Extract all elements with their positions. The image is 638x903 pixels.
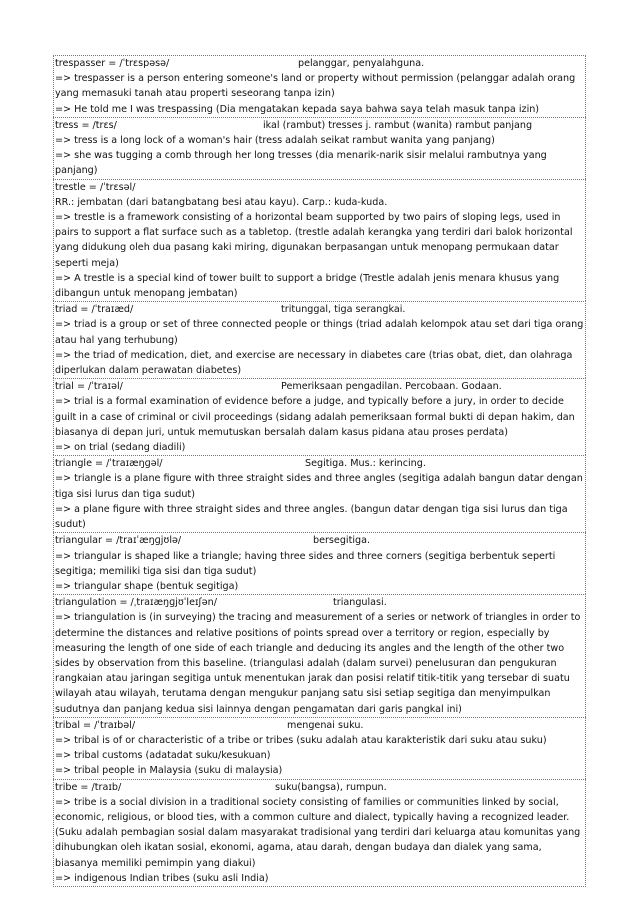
entry-meaning: pelanggar, penyalahguna. xyxy=(298,58,425,69)
entry-example: => she was tugging a comb through her long tresses (dia menarik-narik sisir melalui rambutnya yang panjang) xyxy=(55,150,547,177)
dictionary-entry xyxy=(53,117,586,179)
entry-headline xyxy=(55,718,584,733)
dictionary-entry xyxy=(53,532,586,594)
dictionary-entry xyxy=(53,301,586,378)
entry-meaning: Segitiga. Mus.: kerincing. xyxy=(305,458,426,470)
entry-headline xyxy=(55,302,584,317)
entry-example: => triad is a group or set of three connected people or things (triad adalah kelompok atau set dari tiga orang atau hal yang terhubung) xyxy=(55,319,584,346)
entry-word: tress = /trɛs/ xyxy=(55,119,117,131)
entry-meaning: Pemeriksaan pengadilan. Percobaan. Godaan. xyxy=(281,381,502,393)
entry-word: trial = /ˈtraɪəl/ xyxy=(55,381,123,393)
entry-meaning: bersegitiga. xyxy=(313,535,371,547)
entry-example: => tribal is of or characteristic of a tribe or tribes (suku adalah atau karakteristik dari suku atau suku) xyxy=(55,734,547,746)
entry-example: => tribal people in Malaysia (suku di malaysia) xyxy=(55,765,283,777)
entry-word: tribal = /ˈtraɪbəl/ xyxy=(55,719,136,731)
entry-example: => trial is a formal examination of evidence before a judge, and typically before a jury, in order to decide guilt in a case of criminal or civil proceedings (sidang adalah pemeriksaan formal bukti di depan hakim, dan biasanya di depan juri, untuk memutuskan bersalah dalam kasus pidana atau proses perdata) xyxy=(55,396,575,438)
entry-headline xyxy=(55,533,584,548)
entry-example: => the triad of medication, diet, and exercise are necessary in diabetes care (trias obat, diet, dan olahraga diperlukan dalam perawatan diabetes) xyxy=(55,349,573,377)
entry-headline xyxy=(55,780,584,795)
dictionary-entry xyxy=(53,594,586,717)
entry-meaning: RR.: jembatan (dari batangbatang besi atau kayu). Carp.: kuda-kuda. xyxy=(55,196,388,208)
entry-word: triad = /ˈtraɪæd/ xyxy=(55,304,134,316)
entry-example: => trespasser is a person entering someone's land or property without permission (pelanggar adalah orang yang memasuki tanah atau properti seseorang tanpa izin) xyxy=(55,73,576,100)
entry-meaning: mengenai suku. xyxy=(287,719,364,731)
dictionary-entry xyxy=(53,455,586,532)
entry-word: triangulation = /ˌtraɪæŋɡjʊˈleɪʃən/ xyxy=(55,597,217,609)
entry-example: => a plane figure with three straight sides and three angles. (bangun datar dengan tiga sisi lurus dan tiga sudut) xyxy=(55,503,568,531)
entry-headline xyxy=(55,456,584,471)
entry-word: tribe = /traɪb/ xyxy=(55,781,122,793)
entry-word: triangular = /traɪˈæŋɡjʊlə/ xyxy=(55,535,182,547)
entry-headline xyxy=(55,595,584,610)
dictionary-entry xyxy=(53,779,586,887)
entry-headline xyxy=(55,379,584,394)
entry-meaning: triangulasi. xyxy=(333,597,387,609)
entry-example: => triangle is a plane figure with three straight sides and three angles (segitiga adalah bangun datar dengan tiga sisi lurus dan tiga sudut) xyxy=(55,473,583,500)
entry-headline xyxy=(55,118,584,133)
entry-example: => on trial (sedang diadili) xyxy=(55,442,186,454)
entry-example: => trestle is a framework consisting of a horizontal beam supported by two pairs of sloping legs, used in pairs to support a flat surface such as a tabletop. (trestle adalah kerangka yang terdiri dari balok horizontal yang didukung oleh dua pasang kaki miring, digunakan berpasangan untuk menopang permukaan datar seperti meja) xyxy=(55,212,573,269)
entry-headline xyxy=(55,56,584,71)
entry-headline xyxy=(55,180,584,210)
entry-example: => indigenous Indian tribes (suku asli India) xyxy=(55,872,269,884)
entry-word: trespasser = /ˈtrɛspəsə/ xyxy=(55,58,170,69)
entry-meaning: suku(bangsa), rumpun. xyxy=(275,781,387,793)
entry-example: => tribe is a social division in a traditional society consisting of families or communities linked by social, economic, religious, or blood ties, with a common culture and dialect, typically having a recognized leader. (Suku adalah pembagian sosial dalam masyarakat tradisional yang terdiri dari keluarga atau komunitas yang dihubungkan oleh ikatan sosial, ekonomi, agama, atau darah, dengan budaya dan dialek yang sama, biasanya memiliki pemimpin yang diakui) xyxy=(55,796,581,869)
entry-example: => triangulation is (in surveying) the tracing and measurement of a series or network of triangles in order to determine the distances and relative positions of points spread over a territory or region, especially by measuring the length of one side of each triangle and deducing its angles and the length of the other two sides by observation from this baseline. (triangulasi adalah (dalam survei) penelusuran dan pengukuran rangkaian atau jaringan segitiga untuk menentukan jarak dan posisi relatif titik-titik yang tersebar di suatu wilayah atau wilayah, terutama dengan mengukur panjang satu sisi setiap segitiga dan menyimpulkan sudutnya dan panjang kedua sisi lainnya dengan pengamatan dari garis pangkal ini) xyxy=(55,612,581,715)
dictionary-entry xyxy=(53,717,586,779)
dictionary-entry xyxy=(53,55,586,117)
entry-example: => tribal customs (adatadat suku/kesukuan) xyxy=(55,750,271,762)
dictionary-page xyxy=(53,55,586,887)
entry-example: => triangular is shaped like a triangle; having three sides and three corners (segitiga berbentuk seperti segitiga; memiliki tiga sisi dan tiga sudut) xyxy=(55,550,556,577)
dictionary-entry xyxy=(53,378,586,455)
dictionary-entry xyxy=(53,179,586,302)
entry-meaning: tritunggal, tiga serangkai. xyxy=(281,304,406,316)
entry-example: => tress is a long lock of a woman's hair (tress adalah seikat rambut wanita yang panjang) xyxy=(55,135,495,147)
entry-word: triangle = /ˈtraɪæŋɡəl/ xyxy=(55,458,163,470)
entry-example: => triangular shape (bentuk segitiga) xyxy=(55,580,239,592)
entry-meaning: ikal (rambut) tresses j. rambut (wanita) rambut panjang xyxy=(263,119,533,131)
entry-example: => A trestle is a special kind of tower built to support a bridge (Trestle adalah jenis menara khusus yang dibangun untuk menopang jembatan) xyxy=(55,272,560,300)
entry-example: => He told me I was trespassing (Dia mengatakan kepada saya bahwa saya telah masuk tanpa izin) xyxy=(55,103,540,115)
entry-word: trestle = /ˈtrɛsəl/ xyxy=(55,181,136,193)
